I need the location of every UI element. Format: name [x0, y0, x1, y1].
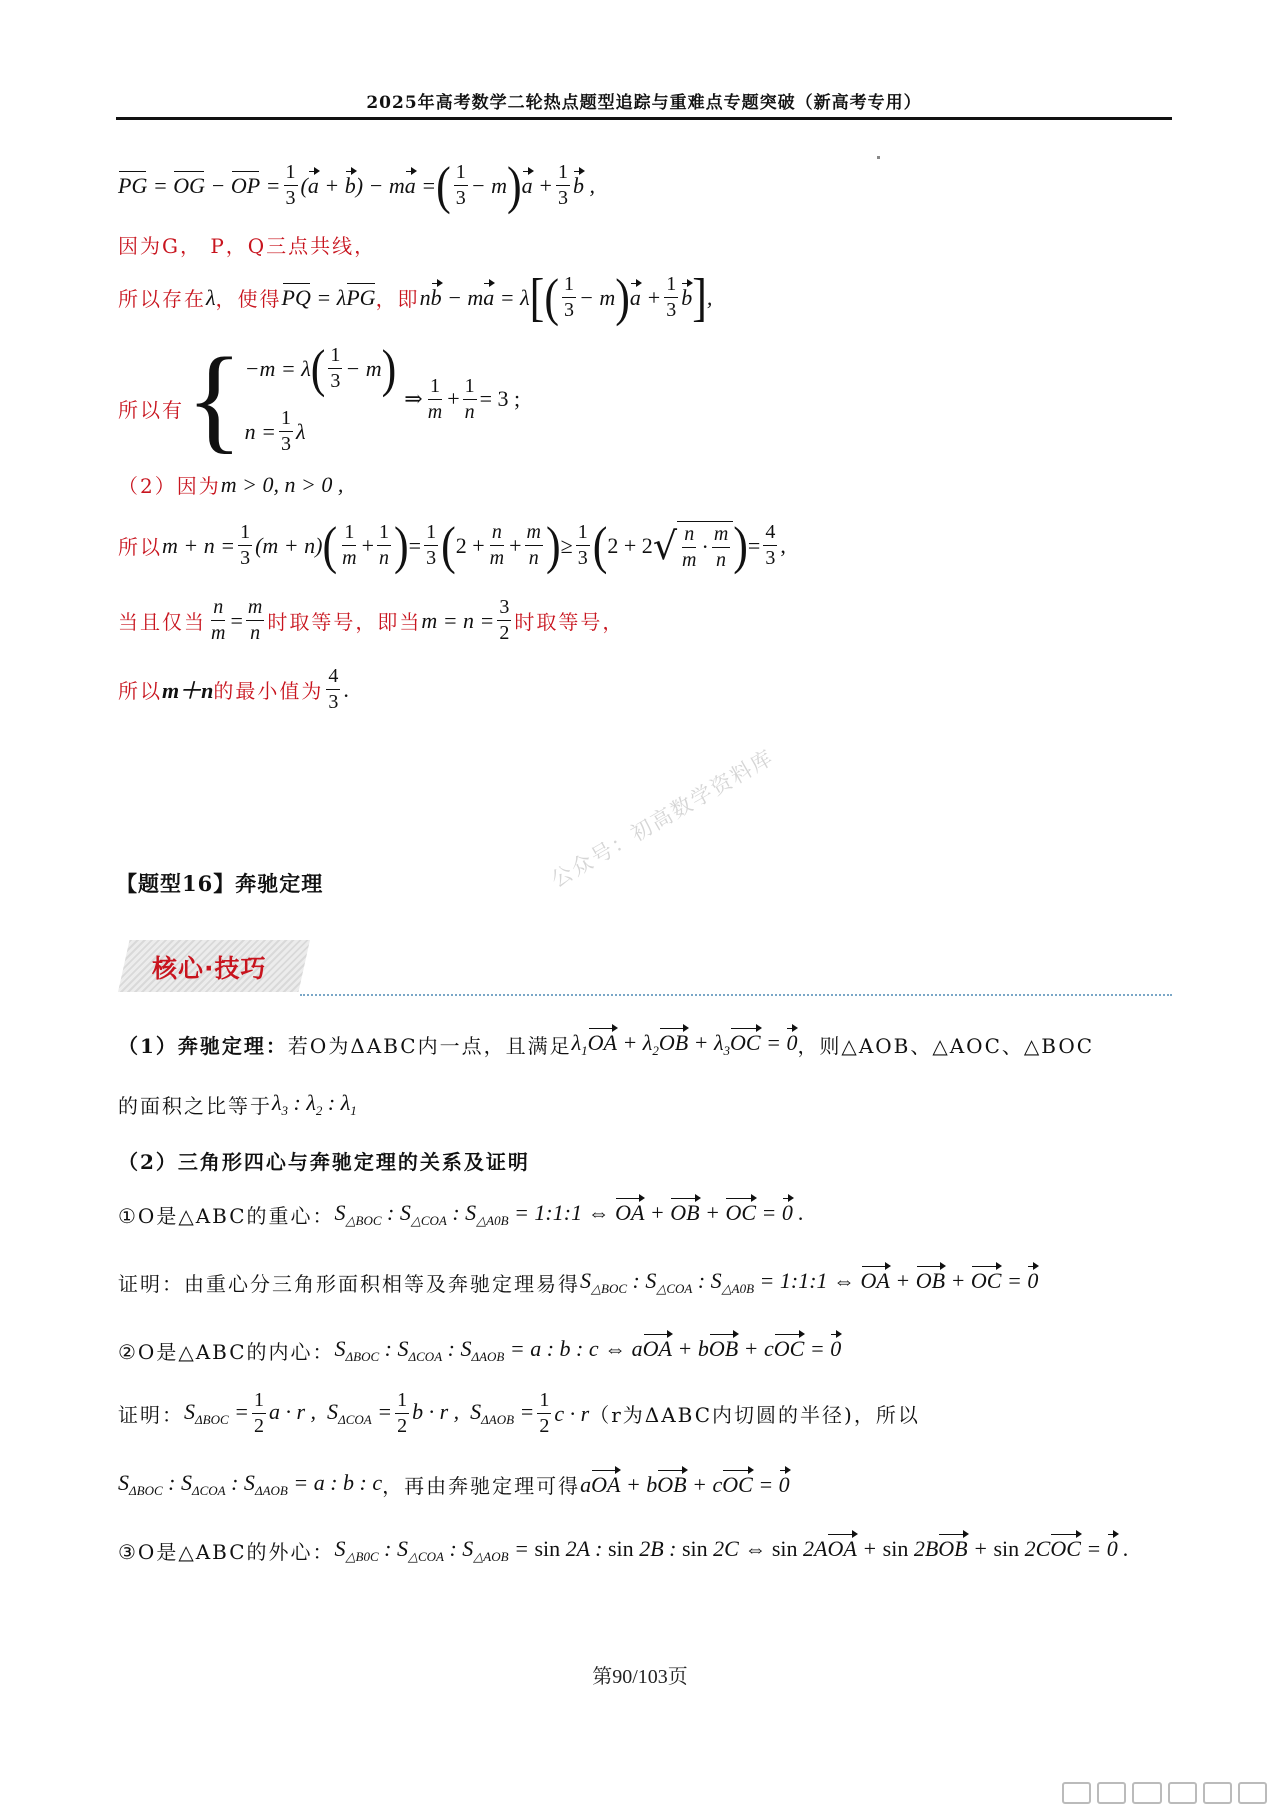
watermark: 公众号：初高数学资料库	[547, 744, 779, 893]
theorem-heading: （1）奔驰定理：	[118, 1034, 288, 1058]
banner-rule	[300, 994, 1172, 996]
lambda-line: 所以存在 λ ，使得 PQ = λPG ，即 nb − ma = λ [ ( $\frac{1}{3}$ − m ) a + $\frac{1}{3}$ b ] ,	[118, 268, 713, 327]
page-number: 第90/103页	[592, 1666, 688, 1688]
minimum-line: 所以 m＋n 的最小值为 $\frac{4}{3}$ .	[118, 665, 349, 713]
banner-label: 核心·技巧	[152, 954, 267, 983]
collinear-label: 因为G， P，Q三点共线，	[118, 234, 377, 258]
incenter-proof-label: 证明：	[118, 1403, 184, 1427]
equal-label: 时取等号，	[514, 610, 625, 634]
part2-label: （2）因为	[118, 474, 221, 498]
incenter-line: ②O是△ABC的内心： $S_{\Delta BOC}$ : $S_{\Delta COA}$ : $S_{\Delta AOB} = a$ : b : c ⇔ aOA + bOB + cOC = 0	[118, 1336, 842, 1364]
area-ratio-label: 的面积之比等于	[118, 1094, 272, 1118]
area-ratio-line: 的面积之比等于 $\lambda_3$ : $\lambda_2$ : $\lambda_1$	[118, 1090, 357, 1118]
scan-marks	[1062, 1782, 1267, 1804]
so-label: 所以	[118, 535, 162, 559]
equal-when-label: 时取等号，即当	[267, 610, 422, 634]
part2-line: （2）因为 m > 0, n > 0 ,	[118, 471, 344, 498]
formula-pg: PG = OG − OP = $\frac{1}{3}$ (a + b) − ma = ( $\frac{1}{3}$ − m ) a + $\frac{1}{3}$ b ,	[118, 156, 596, 215]
page-header: 2025年高考数学二轮热点题型追踪与重难点专题突破（新高考专用）	[366, 93, 922, 113]
centroid-proof: 证明：由重心分三角形面积相等及奔驰定理易得 $S_{\triangle BOC}$ : $S_{\triangle COA}$ : $S_{\triangle A0B}$ = 1:1:1 ⇔ OA + OB + OC = 0	[118, 1268, 1039, 1296]
four-centers-label: （2）三角形四心与奔驰定理的关系及证明	[118, 1150, 530, 1174]
incenter-then-label: ，再由奔驰定理可得	[382, 1474, 581, 1498]
exists-label: 所以存在	[118, 287, 206, 311]
centroid-proof-label: 证明：由重心分三角形面积相等及奔驰定理易得	[118, 1272, 580, 1296]
inradius-note: （r为ΔABC内切圆的半径)，所以	[589, 1403, 920, 1427]
incenter-proof: 证明： $S_{\Delta BOC}$ = $\frac{1}{2}$ a · r , $S_{\Delta COA}$ = $\frac{1}{2}$ b · r , $S_{\Delta AOB}$ = $\frac{1}{2}$ c · r （r为ΔABC内切圆的半径)，所以	[118, 1389, 920, 1437]
circumcenter-label: ③O是△ABC的外心：	[118, 1540, 335, 1564]
section-title: 【题型16】奔驰定理	[116, 871, 324, 896]
theorem-condition: 若O为ΔABC内一点，且满足	[287, 1034, 572, 1058]
speck	[877, 156, 880, 159]
min-value-label: 的最小值为	[213, 679, 324, 703]
iff-label: 当且仅当	[118, 610, 206, 634]
collinear-text	[118, 230, 376, 259]
incenter-label: ②O是△ABC的内心：	[118, 1340, 335, 1364]
equation-system: 所以有 { −m = λ ( $\frac{1}{3}$ − m ) n = $\frac{1}{3}$ λ ⇒ $\frac{1}{m}$ + $\frac{1}{n}$ = 3 ;	[118, 333, 521, 464]
namely-label: ，即	[375, 287, 420, 311]
therefore-label: 所以有	[118, 397, 184, 422]
benz-theorem-statement: （1）奔驰定理： 若O为ΔABC内一点，且满足 $\lambda_1OA + \lambda_2OB + \lambda_3OC = 0$ ，则△AOB、△AOC、△BOC	[118, 1030, 1095, 1058]
centroid-line: ①O是△ABC的重心： $S_{\triangle BOC}$ : $S_{\triangle COA}$ : $S_{\triangle A0B}$ = 1:1:1 ⇔ OA + OB + OC = 0 .	[118, 1200, 804, 1228]
centroid-label: ①O是△ABC的重心：	[118, 1204, 335, 1228]
core-tips-banner	[118, 940, 310, 992]
header-rule	[116, 117, 1172, 120]
conclusion-label: 所以	[118, 679, 162, 703]
inequality-line: 所以 m + n = $\frac{1}{3}$ (m + n) ( $\frac{1}{m}$ + $\frac{1}{n}$ ) = $\frac{1}{3}$ ( 2 + $\frac{n}{m}$ + $\frac{m}{n}$ ) ≥ $\frac{1}{3}$ ( 2 + 2 √ $\frac{n}{m}$ · $\frac{m}{n}$ ) = $\frac{4}{3}$ ,	[118, 516, 786, 575]
equality-condition: 当且仅当 $\frac{n}{m}$ = $\frac{m}{n}$ 时取等号，即当 m = n = $\frac{3}{2}$ 时取等号，	[118, 596, 625, 644]
four-centers-heading	[118, 1146, 530, 1175]
circumcenter-line: ③O是△ABC的外心： $S_{\triangle B0C}$ : $S_{\triangle COA}$ : $S_{\triangle AOB} = \sin 2A$ : sin 2B : sin 2C ⇔ sin 2AOA + sin 2BOB + sin 2COC = 0 .	[118, 1536, 1129, 1564]
such-that-label: ，使得	[215, 287, 282, 311]
incenter-conclusion: $S_{\Delta BOC}$ : $S_{\Delta COA}$ : $S_{\Delta AOB} = a$ : b : c ，再由奔驰定理可得 aOA + bOB + cOC = 0	[118, 1470, 790, 1498]
theorem-triangles: ，则△AOB、△AOC、△BOC	[797, 1034, 1095, 1058]
